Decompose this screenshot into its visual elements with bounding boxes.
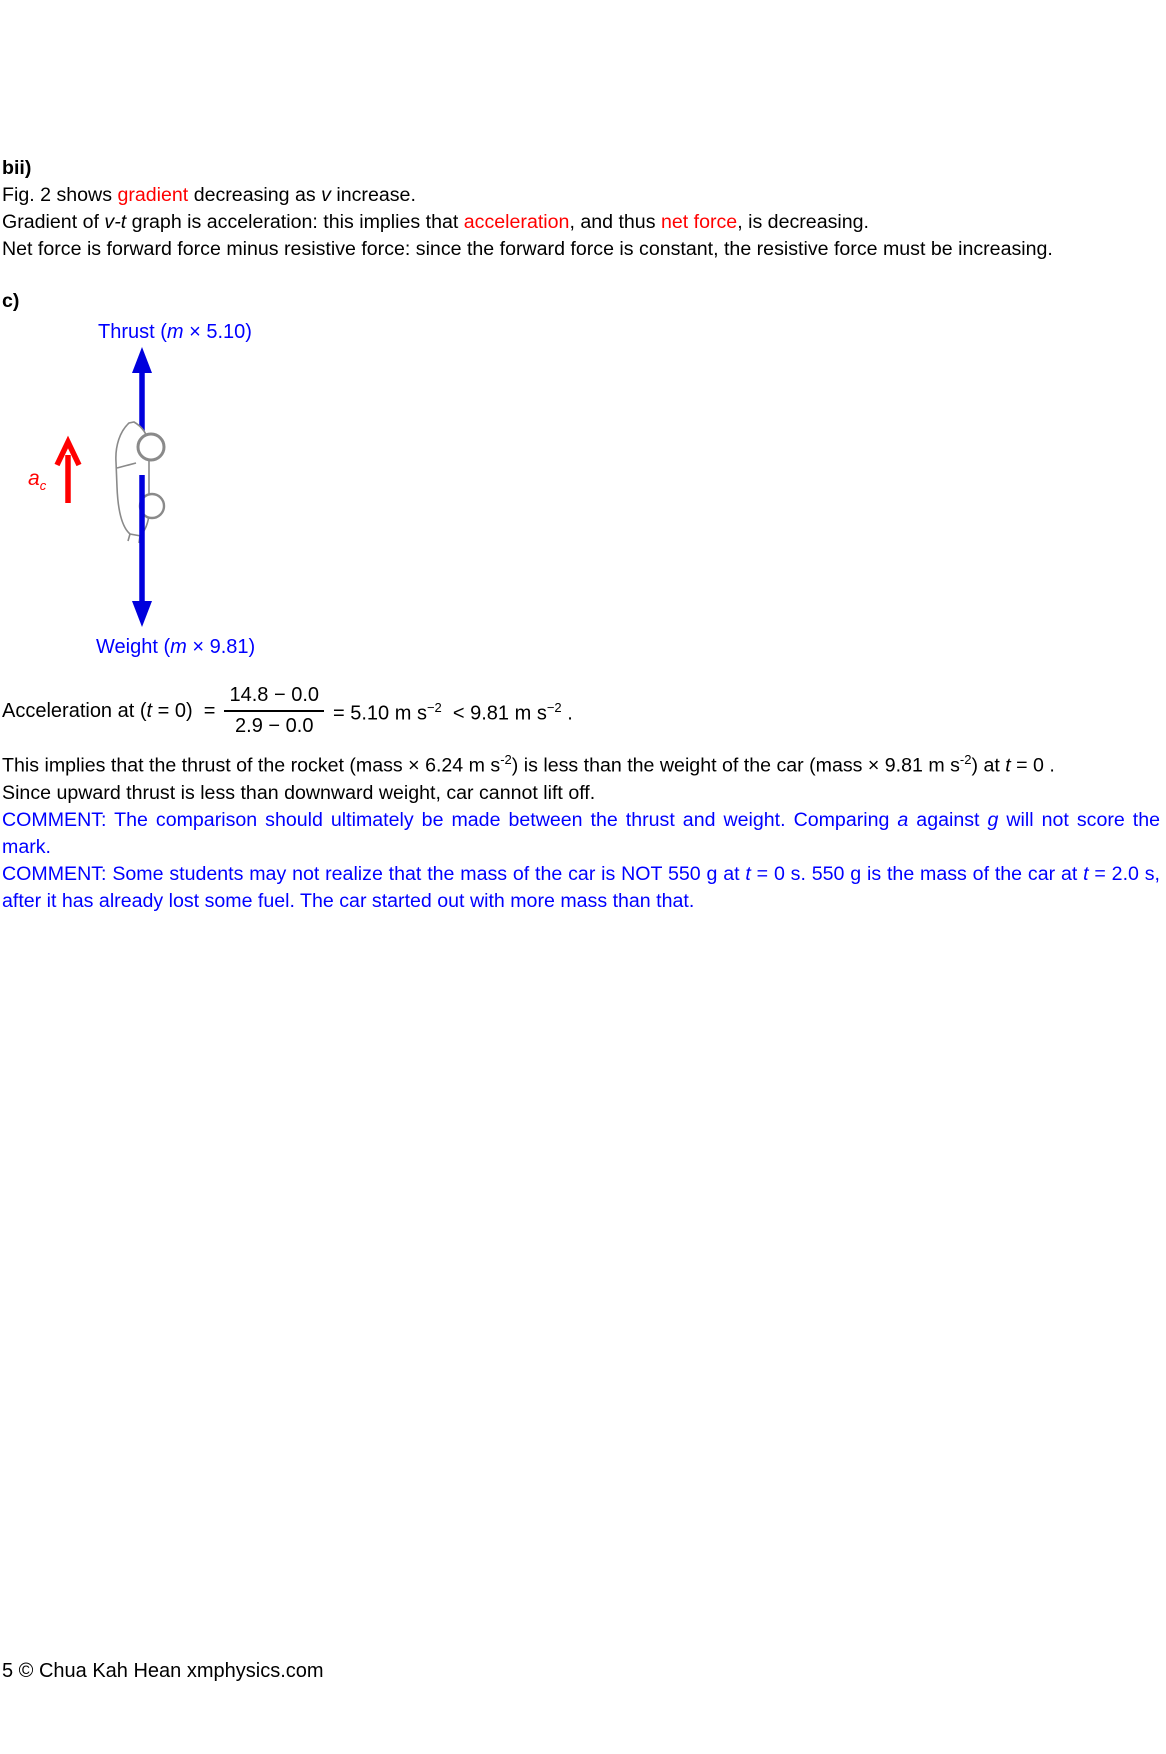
comment-1 [2, 807, 1160, 861]
math-var-m: m [170, 636, 187, 658]
text-run: will not score the mark. [2, 808, 1161, 858]
text-run: = 0) [152, 699, 204, 722]
text-run: COMMENT: Some students may not realize that the mass of the car is NOT 550 g at [2, 862, 746, 885]
text-run: COMMENT: The comparison should ultimately be made between the thrust and weight. Comparing [2, 808, 898, 831]
keyword-acceleration: acceleration [463, 211, 570, 233]
text-run: = 2.0 [1088, 862, 1139, 885]
math-var-g: g [987, 808, 999, 831]
text-run: × 9.81) [186, 636, 256, 658]
para-thrust-vs-weight [2, 746, 1160, 780]
text-run: = 0 [750, 862, 785, 885]
page-content [2, 155, 1160, 915]
exponent: −2 [546, 700, 562, 716]
acceleration-equation [2, 677, 1160, 746]
para-conclusion: Since upward thrust is less than downward weight, car cannot lift off. [2, 781, 596, 804]
acceleration-label [28, 465, 46, 499]
math-var-t: t [146, 699, 153, 722]
text-run: ) at [971, 754, 1006, 777]
text-run: . [1043, 754, 1055, 777]
math-var-m: m [166, 321, 184, 343]
text-run: ( [139, 699, 147, 722]
fraction [224, 682, 324, 740]
exponent: -2 [500, 752, 512, 767]
text-run: graph is acceleration: this implies that [126, 211, 464, 233]
text-run: against [908, 808, 988, 831]
text-run: , is decreasing. [737, 211, 869, 233]
math-var-t: t [1083, 862, 1089, 885]
force-diagram-canvas [2, 315, 1166, 677]
fraction-numerator: 14.8 − 0.0 [224, 682, 324, 712]
equation-right-run [333, 694, 573, 728]
section-bii-heading: bii) [2, 157, 32, 179]
text-run: < 9.81 m s [441, 702, 547, 725]
acceleration-arrow [57, 442, 79, 503]
page-footer: 5 © Chua Kah Hean xmphysics.com [2, 1660, 324, 1682]
exponent: -2 [959, 752, 972, 767]
equation-left-run [2, 698, 215, 725]
equals-sign: = [203, 699, 216, 722]
keyword-gradient: gradient [117, 184, 189, 206]
text-run: decreasing as [188, 184, 322, 206]
section-c-heading: c) [2, 290, 20, 312]
exponent: −2 [426, 700, 442, 716]
text-run: This implies that the thrust of the rocket (mass × 6.24 m s [2, 754, 501, 777]
text-run: × 5.10) [183, 321, 252, 343]
math-sub-c: c [39, 478, 47, 494]
text-run: Acceleration at [2, 699, 140, 722]
car-wheel-front [138, 434, 164, 460]
text-run: Fig. 2 shows [2, 184, 118, 206]
weight-label [96, 634, 255, 661]
keyword-net-force: net force [660, 211, 738, 233]
math-var-vt: v-t [104, 211, 127, 233]
text-run: = 5.10 m s [333, 702, 427, 725]
text-run: increase. [330, 184, 416, 206]
text-run: . [561, 702, 573, 725]
text-run: ) is less than the weight of the car (mass × 9.81 m s [511, 754, 960, 777]
bii-line1 [2, 182, 1160, 209]
text-run: Weight ( [96, 636, 171, 658]
bii-line3: Net force is forward force minus resistive force: since the forward force is constant, the resistive force must be increasing. [2, 238, 1053, 260]
math-var-t: t [1005, 754, 1011, 777]
math-var-a: a [28, 467, 40, 490]
thrust-label [98, 319, 252, 346]
bii-line2 [2, 209, 1160, 236]
text-run: s. 550 g is the mass of the car at [784, 862, 1084, 885]
math-var-t: t [745, 862, 751, 885]
text-run: = 0 [1010, 754, 1044, 777]
force-diagram [2, 315, 1160, 677]
text-run: s, after it has already lost some fuel. The car started out with more mass than that. [2, 862, 1160, 912]
text-run: Gradient of [2, 211, 105, 233]
text-run: Thrust ( [98, 321, 167, 343]
math-var-v: v [321, 184, 331, 206]
comment-2 [2, 861, 1160, 915]
fraction-denominator: 2.9 − 0.0 [235, 715, 314, 737]
text-run: , and thus [569, 211, 661, 233]
math-var-a: a [897, 808, 909, 831]
